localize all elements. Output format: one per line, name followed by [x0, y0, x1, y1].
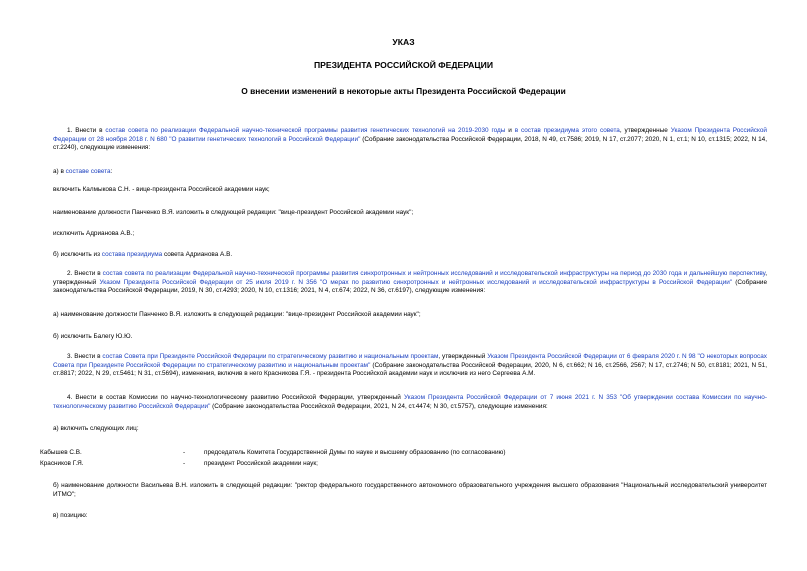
- text: (Собрание законодательства Российской Федерации, 2020, N 6, ст.662; N 16, ст.2566, 2567; N 17, ст.2746; N 50, ст.8181; 2021, N 51, ст.8817; 2022, N 29, ст.5461; N 31, ст.5694), изменения, включив в него Красникова Г.Я. - президента Российской академии наук и исключив из него Сергеева А.М.: [53, 361, 767, 378]
- text: 1. Внести в: [67, 127, 106, 134]
- paragraph-1: [53, 127, 767, 153]
- link-presidium[interactable]: в состав президиума этого совета: [514, 127, 620, 134]
- paragraph-1a-1: включить Калмыкова С.Н. - вице-президента Российской академии наук;: [53, 186, 270, 193]
- link-decree-98[interactable]: Указом Президента Российской Федерации от 6 февраля 2020 г. N 98 "О некоторых вопросах Совета при Президенте Российской Федерации по стратегическому развитию и национальным проектам": [53, 353, 767, 369]
- link-genetic-council[interactable]: состав совета по реализации Федеральной научно-технической программы развития генетических технологий на 2019-2030 годы: [105, 127, 506, 134]
- person-name: Красников Г.Я.: [40, 460, 84, 467]
- paragraph-4c: в) позицию:: [53, 512, 88, 519]
- link-decree-356[interactable]: Указом Президента Российской Федерации от 25 июля 2019 г. N 356 "О мерах по развитию синхротронных и нейтронных исследований и исследовательской инфраструктуры в Российской Федерации": [99, 278, 733, 286]
- text: , утвержденный: [438, 353, 488, 360]
- text: (Собрание законодательства Российской Федерации, 2019, N 30, ст.4293; 2020, N 10, ст.1316; 2021, N 4, ст.674; 2022, N 36, ст.6197), следующие изменения:: [53, 278, 768, 295]
- person-dash: -: [183, 460, 186, 467]
- link-presidium-composition[interactable]: состава президиума: [101, 251, 163, 258]
- paragraph-4b: б) наименование должности Васильева В.Н. изложить в следующей редакции: "ректор федерального государственного автономного образовательного учреждения высшего образования "Национальный исследовательский университет ИТМО";: [53, 482, 767, 498]
- paragraph-4a: а) включить следующих лиц:: [53, 425, 139, 432]
- doc-title-ukaz: УКАЗ: [392, 37, 415, 47]
- paragraph-2a: а) наименование должности Панченко В.Я. изложить в следующей редакции: "вице-президент Российской академии наук";: [53, 311, 421, 318]
- text: :: [110, 168, 113, 175]
- text: совета Адрианова А.В.: [162, 251, 233, 258]
- person-name: Кабышев С.В.: [40, 449, 82, 456]
- paragraph-2: [53, 270, 767, 296]
- text: 3. Внести в: [67, 353, 103, 360]
- paragraph-1a: [53, 168, 767, 177]
- paragraph-2b: б) исключить Балегу Ю.Ю.: [53, 333, 133, 340]
- paragraph-1a-2: наименование должности Панченко В.Я. изложить в следующей редакции: "вице-президент Российской академии наук";: [53, 209, 414, 216]
- text: , утвержденный: [53, 270, 768, 286]
- person-position: президент Российской академии наук;: [204, 460, 318, 467]
- text: а) в: [53, 168, 66, 175]
- person-position: председатель Комитета Государственной Думы по науке и высшему образованию (по согласованию): [204, 449, 506, 456]
- text: и: [505, 127, 515, 134]
- doc-title-subject: О внесении изменений в некоторые акты Президента Российской Федерации: [241, 86, 566, 96]
- paragraph-1b: [53, 251, 767, 260]
- text: , утвержденные: [619, 127, 671, 134]
- link-strategic-council[interactable]: состав Совета при Президенте Российской Федерации по стратегическому развитию и национальным проектам: [102, 353, 439, 360]
- doc-title-president: ПРЕЗИДЕНТА РОССИЙСКОЙ ФЕДЕРАЦИИ: [313, 60, 494, 70]
- person-dash: -: [183, 449, 186, 456]
- paragraph-1a-3: исключить Адрианова А.В.;: [53, 230, 135, 237]
- link-decree-353[interactable]: Указом Президента Российской Федерации от 7 июня 2021 г. N 353 "Об утверждении состава Комиссии по научно-технологическому развитию Российской Федерации": [53, 394, 767, 410]
- text: (Собрание законодательства Российской Федерации, 2021, N 24, ст.4474; N 30, ст.5757), следующие изменения:: [210, 402, 548, 410]
- text: б) исключить из: [53, 251, 102, 258]
- paragraph-3: [53, 353, 767, 379]
- link-decree-680[interactable]: Указом Президента Российской Федерации от 28 ноября 2018 г. N 680 "О развитии генетических технологий в Российской Федерации": [53, 127, 767, 143]
- text: (Собрание законодательства Российской Федерации, 2018, N 49, ст.7586; 2019, N 17, ст.2077; 2020, N 1, ст.1; N 10, ст.1315; 2022, N 14, ст.2240), следующие изменения:: [53, 135, 767, 152]
- text: 4. Внести в состав Комиссии по научно-технологическому развитию Российской Федерации, утвержденный: [67, 394, 404, 401]
- paragraph-4: [53, 394, 767, 411]
- text: 2. Внести в: [67, 270, 103, 277]
- link-council-composition[interactable]: составе совета: [65, 168, 111, 175]
- link-synchrotron-council[interactable]: состав совета по реализации Федеральной научно-технической программы развития синхротронных и нейтронных исследований и исследовательской инфраструктуры на период до 2030 года и дальнейшую перспективу: [102, 270, 766, 277]
